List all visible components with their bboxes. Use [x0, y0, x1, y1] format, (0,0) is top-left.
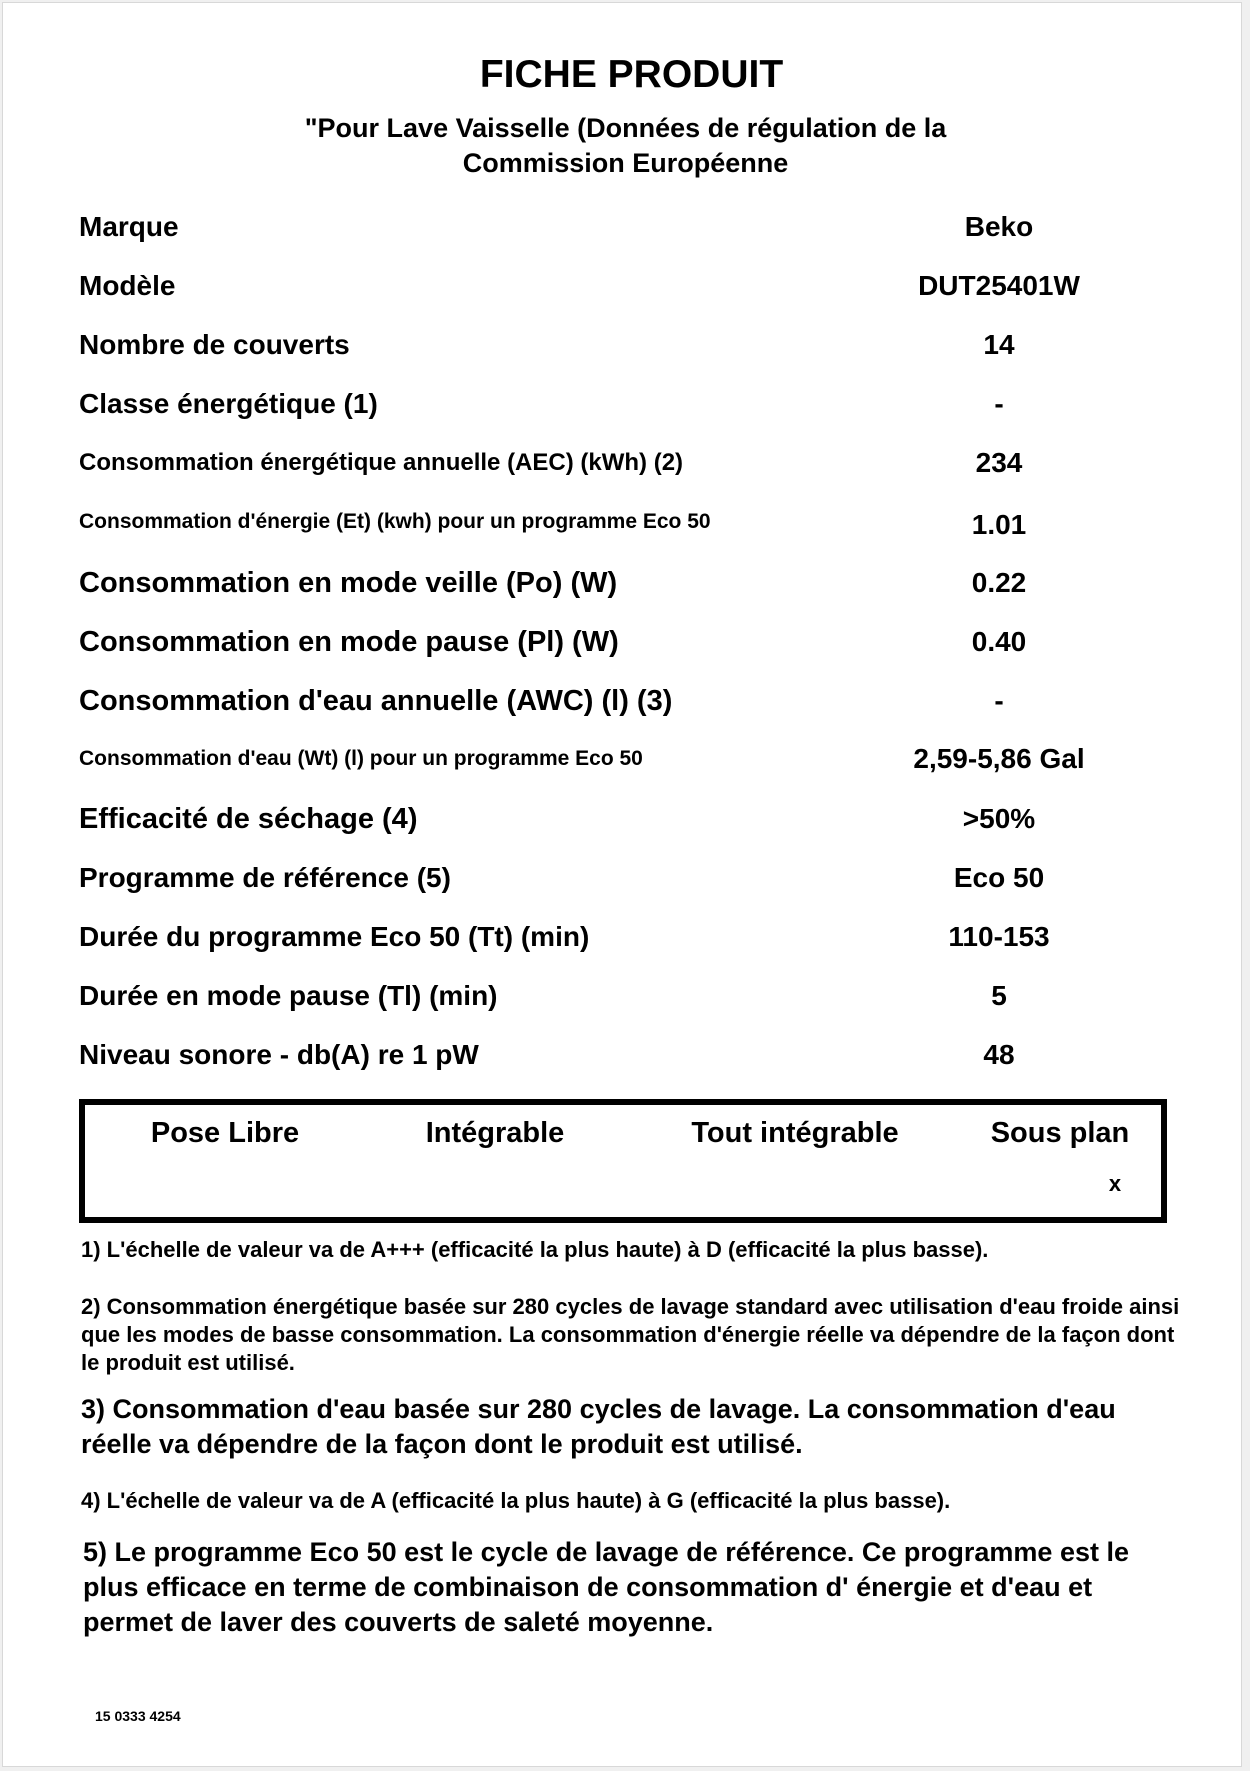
spec-label: Modèle [79, 270, 176, 301]
footnote-4: 4) L'échelle de valeur va de A (efficacité la plus haute) à G (efficacité la plus basse). [81, 1488, 951, 1513]
spec-label: Consommation d'énergie (Et) (kwh) pour un programme Eco 50 [79, 510, 711, 533]
spec-value: 110-153 [948, 921, 1050, 952]
installation-selected-mark: x [1108, 1171, 1122, 1196]
spec-label: Consommation en mode veille (Po) (W) [79, 567, 618, 599]
spec-label: Consommation énergétique annuelle (AEC) (kWh) (2) [79, 449, 684, 476]
subtitle-line-2: Commission Européenne [462, 148, 789, 178]
spec-label: Consommation d'eau (Wt) (l) pour un programme Eco 50 [79, 747, 643, 770]
subtitle-line-1: "Pour Lave Vaisselle (Données de régulation de la [304, 113, 947, 143]
spec-value: Eco 50 [953, 862, 1045, 893]
installation-integrated: Intégrable [425, 1117, 565, 1149]
footnote-1: 1) L'échelle de valeur va de A+++ (efficacité la plus haute) à D (efficacité la plus basse). [81, 1237, 989, 1262]
document-code: 15 0333 4254 [95, 1708, 181, 1724]
spec-label: Classe énergétique (1) [79, 388, 378, 419]
installation-freestanding: Pose Libre [150, 1117, 300, 1149]
spec-label: Efficacité de séchage (4) [79, 803, 418, 835]
spec-label: Programme de référence (5) [79, 862, 451, 893]
footnote-2: 2) Consommation énergétique basée sur 280 cycles de lavage standard avec utilisation d'eau froide ainsi que les modes de basse consommation. La consommation d'énergie réelle va dépendre de la façon dont le produit est utilisé. [81, 1294, 1180, 1375]
spec-value: 234 [975, 447, 1023, 478]
spec-value: - [994, 388, 1004, 419]
spec-label: Durée en mode pause (Tl) (min) [79, 980, 498, 1011]
spec-value: 48 [983, 1039, 1015, 1070]
product-sheet [2, 2, 1242, 1767]
spec-value: 5 [991, 980, 1007, 1011]
spec-label: Consommation en mode pause (Pl) (W) [79, 626, 619, 658]
spec-label: Durée du programme Eco 50 (Tt) (min) [79, 921, 590, 952]
document-subtitle [3, 111, 1248, 181]
installation-fully-integrated: Tout intégrable [691, 1117, 899, 1149]
spec-value: 14 [983, 329, 1015, 360]
spec-value: 2,59-5,86 Gal [913, 743, 1085, 774]
spec-label: Marque [79, 211, 179, 242]
spec-value: >50% [962, 803, 1036, 834]
spec-value: Beko [964, 211, 1034, 242]
footnote-5: 5) Le programme Eco 50 est le cycle de lavage de référence. Ce programme est le plus efficace en terme de combinaison de consommation d' énergie et d'eau et permet de laver des couverts de saleté moyenne. [83, 1537, 1129, 1637]
footnote-3: 3) Consommation d'eau basée sur 280 cycles de lavage. La consommation d'eau réelle va dépendre de la façon dont le produit est utilisé. [81, 1394, 1116, 1459]
document-title: FICHE PRODUIT [479, 53, 784, 96]
installation-under-counter: Sous plan [990, 1117, 1130, 1149]
spec-label: Consommation d'eau annuelle (AWC) (l) (3) [79, 685, 673, 717]
spec-value: DUT25401W [918, 270, 1080, 301]
spec-value: 0.40 [971, 626, 1027, 657]
spec-value: 1.01 [971, 509, 1027, 540]
spec-value: - [994, 685, 1004, 716]
spec-label: Niveau sonore - db(A) re 1 pW [79, 1039, 479, 1070]
spec-value: 0.22 [971, 567, 1027, 598]
installation-type-box [79, 1099, 1167, 1223]
spec-label: Nombre de couverts [79, 329, 350, 360]
